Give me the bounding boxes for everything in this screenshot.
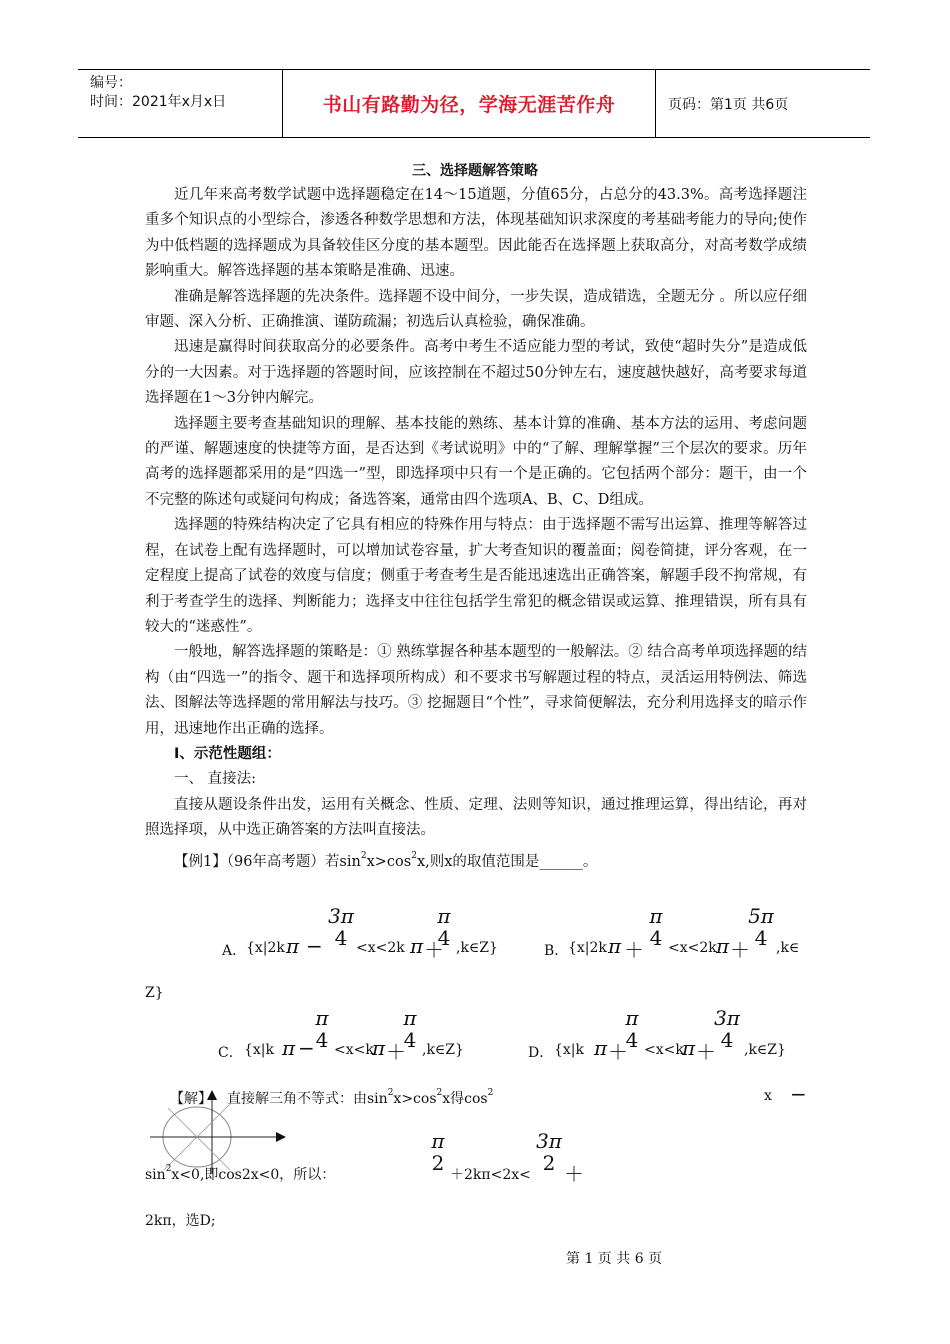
solution-label: 【解】 xyxy=(170,1091,212,1107)
motto: 书山有路勤为径，学海无涯苦作舟 xyxy=(283,70,656,137)
option-a-mid: <x<2k xyxy=(356,940,405,956)
numerator: 5π xyxy=(748,904,774,928)
numerator: π xyxy=(315,1006,329,1030)
page-footer: 第 1 页 共 6 页 xyxy=(566,1251,663,1267)
minus-sign: − xyxy=(306,934,323,958)
numerator: π xyxy=(403,1006,417,1030)
numerator: π xyxy=(649,904,663,928)
pi-symbol: π xyxy=(608,934,622,958)
option-d-end: ,k∈Z} xyxy=(744,1042,786,1058)
option-b-label: B． xyxy=(544,943,569,959)
solution-text-x: x xyxy=(764,1088,772,1104)
example-text-c: x,则x的取值范围是______。 xyxy=(416,853,598,870)
body-text xyxy=(145,183,807,875)
x-axis-arrow-icon xyxy=(276,1132,286,1142)
solution-text-1a: 直接解三角不等式：由sin xyxy=(227,1091,388,1107)
example-source: （96年高考题） xyxy=(226,853,325,870)
diagonal-line xyxy=(168,1108,230,1170)
plus-sign: ＋ xyxy=(608,1040,628,1064)
paragraph-4: 选择题主要考查基础知识的理解、基本技能的熟练、基本计算的准确、基本方法的运用、考虑问题的严谨、解题速度的快捷等方面，是否达到《考试说明》中的“了解、理解掌握”三个层次的要求。历年高考的选择题都采用的是“四选一”型，即选择项中只有一个是正确的。它包括两个部分：题干，由一个不完整的陈述句或疑问句构成；备选答案，通常由四个选项A、B、C、D组成。 xyxy=(145,415,807,508)
paragraph-6: 一般地，解答选择题的策略是：① 熟练掌握各种基本题型的一般解法。② 结合高考单项选择题的结构（由“四选一”的指令、题干和选择项所构成）和不要求书写解题过程的特点，灵活运用特例法、筛选法、图解法等选择题的常用解法与技巧。③ 挖掘题目“个性”，寻求简便解法，充分利用选择支的暗示作用，迅速地作出正确的选择。 xyxy=(145,644,807,737)
section-title: 三、选择题解答策略 xyxy=(412,163,538,179)
pi-symbol: π xyxy=(594,1036,608,1060)
plus-sign: ＋ xyxy=(564,1162,584,1186)
pi-symbol: π xyxy=(286,934,300,958)
example-label: 【例1】 xyxy=(174,853,227,870)
solution-text-1 xyxy=(227,1088,493,1108)
option-b-mid: <x<2k xyxy=(668,940,717,956)
exponent: 2 xyxy=(387,1088,394,1098)
denominator: 2 xyxy=(542,1151,556,1175)
page-label: 页码：第1页 共6页 xyxy=(668,96,789,113)
paragraph-5: 选择题的特殊结构决定了它具有相应的特殊作用与特点：由于选择题不需写出运算、推理等解答过程，在试卷上配有选择题时，可以增加试卷容量，扩大考查知识的覆盖面；阅卷简捷，评分客观，在一定程度上提高了试卷的效度与信度；侧重于考查考生是否能迅速选出正确答案，解题手段不拘常规，有利于考查学生的选择、判断能力；选择支中往往包括学生常犯的概念错误或运算、推理错误，所有具有较大的“迷惑性”。 xyxy=(145,517,807,635)
option-c-end: ,k∈Z} xyxy=(422,1042,464,1058)
minus-sign: − xyxy=(298,1036,315,1060)
solution-line-2b: x<0,即cos2x<0，所以： xyxy=(171,1167,336,1183)
plus-sign: ＋ xyxy=(730,938,750,962)
denominator: 4 xyxy=(649,926,663,950)
option-a-label: A． xyxy=(222,943,247,959)
option-a-open: {x|2k xyxy=(246,940,285,956)
pi-symbol: π xyxy=(682,1036,696,1060)
paragraph-2: 准确是解答选择题的先决条件。选择题不设中间分，一步失误，造成错选，全题无分 。所以应仔细审题、深入分析、正确推演、谨防疏漏；初选后认真检验，确保准确。 xyxy=(145,288,807,331)
numerator: π xyxy=(437,904,451,928)
solution-line-2a: sin xyxy=(145,1167,166,1183)
solution-text-1b: x>cos xyxy=(393,1091,437,1107)
solution-line-2 xyxy=(145,1164,335,1184)
denominator: 4 xyxy=(754,926,768,950)
exponent: 2 xyxy=(436,1088,443,1098)
numerator: 3π xyxy=(714,1006,740,1030)
example-1 xyxy=(145,844,807,875)
option-c-open: {x|k xyxy=(244,1042,275,1058)
plus-sign: ＋ xyxy=(624,938,644,962)
section-heading: Ⅰ、示范性题组： xyxy=(174,745,281,762)
plus-sign: ＋ xyxy=(696,1040,716,1064)
denominator: 4 xyxy=(315,1028,329,1052)
option-c-label: C． xyxy=(218,1045,243,1061)
denominator: 4 xyxy=(334,926,348,950)
plus-sign: ＋ xyxy=(386,1040,406,1064)
pi-symbol: π xyxy=(282,1036,296,1060)
numerator: 3π xyxy=(536,1129,562,1153)
pi-symbol: π xyxy=(410,934,424,958)
fraction-3pi-4 xyxy=(712,1007,742,1051)
denominator: 4 xyxy=(625,1028,639,1052)
option-d-label: D． xyxy=(528,1045,554,1061)
denominator: 4 xyxy=(403,1028,417,1052)
sub-heading: 一、 直接法: xyxy=(174,771,256,788)
header-left-cell xyxy=(78,70,283,137)
pi-symbol: π xyxy=(716,934,730,958)
numerator: π xyxy=(625,1006,639,1030)
option-b-wrap: Z} xyxy=(145,985,164,1001)
example-text-b: x>cos xyxy=(366,853,412,870)
option-b-end: ,k∈ xyxy=(776,940,800,956)
date-label: 时间：2021年x月x日 xyxy=(90,94,227,110)
fraction-3pi-2 xyxy=(534,1130,564,1174)
fraction-pi-4 xyxy=(434,905,454,949)
solution-mid: ＋2kπ<2x< xyxy=(450,1167,531,1183)
exponent: 2 xyxy=(487,1088,494,1098)
exponent: 2 xyxy=(411,850,417,861)
fraction-pi-4 xyxy=(400,1007,420,1051)
fraction-pi-2 xyxy=(428,1130,448,1174)
option-c-mid: <x<k xyxy=(334,1042,374,1058)
plus-sign: ＋ xyxy=(424,938,444,962)
paragraph-1: 近几年来高考数学试题中选择题稳定在14～15道题，分值65分，占总分的43.3%。高考选择题注重多个知识点的小型综合，渗透各种数学思想和方法，体现基础知识求深度的考基础考能力的导向;使作为中低档题的选择题成为具备较佳区分度的基本题型。因此能否在选择题上获取高分，对高考数学成绩影响重大。解答选择题的基本策略是准确、迅速。 xyxy=(145,187,807,280)
denominator: 4 xyxy=(437,926,451,950)
option-d-mid: <x<k xyxy=(644,1042,684,1058)
code-label: 编号： xyxy=(90,75,132,91)
option-b-open: {x|2k xyxy=(568,940,607,956)
solution-text-1c: x得cos xyxy=(442,1091,488,1107)
minus-sign: − xyxy=(790,1082,807,1106)
solution-line-3: 2kπ，选D; xyxy=(145,1213,216,1229)
method-text: 直接从题设条件出发，运用有关概念、性质、定理、法则等知识，通过推理运算，得出结论，再对照选择项，从中选正确答案的方法叫直接法。 xyxy=(145,796,807,839)
example-text-a: 若sin xyxy=(324,853,361,870)
page-header xyxy=(78,69,870,138)
fraction-3pi-4 xyxy=(326,905,356,949)
numerator: π xyxy=(431,1129,445,1153)
exponent: 2 xyxy=(360,850,367,861)
denominator: 2 xyxy=(431,1151,445,1175)
fraction-pi-4 xyxy=(622,1007,642,1051)
option-a-end: ,k∈Z} xyxy=(456,940,498,956)
fraction-pi-4 xyxy=(312,1007,332,1051)
paragraph-3: 迅速是赢得时间获取高分的必要条件。高考中考生不适应能力型的考试，致使“超时失分”是造成低分的一大因素。对于选择题的答题时间，应该控制在不超过50分钟左右，速度越快越好，高考要求每道选择题在1～3分钟内解完。 xyxy=(145,339,807,407)
numerator: 3π xyxy=(328,904,354,928)
denominator: 4 xyxy=(720,1028,734,1052)
option-d-open: {x|k xyxy=(554,1042,585,1058)
fraction-pi-4 xyxy=(646,905,666,949)
pi-symbol: π xyxy=(372,1036,386,1060)
fraction-5pi-4 xyxy=(746,905,776,949)
exponent: 2 xyxy=(165,1164,172,1174)
